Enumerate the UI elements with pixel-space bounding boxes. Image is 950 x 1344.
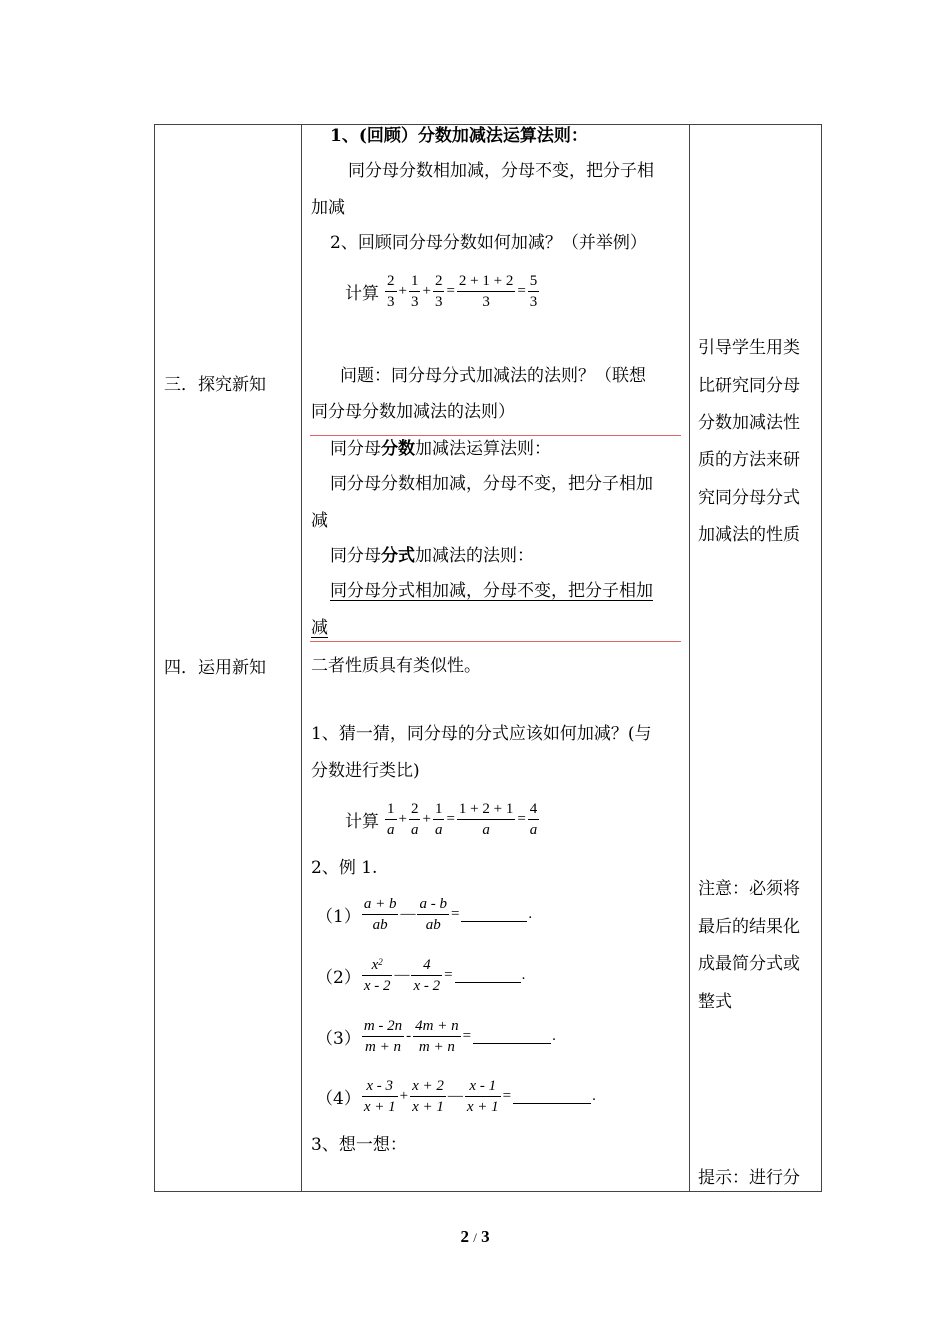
fraction: $\frac{1}{a}$ — [387, 801, 395, 838]
problem-label: （3） — [316, 1029, 361, 1049]
fraction: $\frac{4}{x - 2}$ — [413, 957, 441, 994]
fraction: $\frac{4}{a}$ — [529, 801, 538, 838]
review-heading: 1、(回顾）分数加减法运算法则： — [330, 126, 588, 146]
note-guide-line1: 引导学生用类 — [698, 338, 800, 358]
question-line2: 同分母分数加减法的法则） — [311, 402, 515, 422]
fraction: $\frac{2}{a}$ — [410, 801, 419, 838]
section-title-apply: 四．运用新知 — [164, 658, 266, 678]
guess-line1: 1、猜一猜，同分母的分式应该如何加减？(与 — [311, 724, 652, 744]
note-attention-line3: 成最简分式或 — [698, 954, 800, 974]
note-guide-line3: 分数加减法性 — [698, 413, 800, 433]
fraction: $\frac{2 + 1 + 2}{3}$ — [458, 273, 514, 310]
fraction-rule-heading: 同分母分数加减法运算法则： — [330, 439, 551, 459]
fraction: $\frac{4m + n}{m + n}$ — [415, 1018, 459, 1055]
fraction: $\frac{1 + 2 + 1}{a}$ — [458, 801, 514, 838]
fraction: $\frac{x - 3}{x + 1}$ — [363, 1078, 396, 1115]
fraction: $\frac{2}{3}$ — [387, 273, 395, 310]
fraction-rule-line1: 同分母分数相加减，分母不变，把分子相 — [348, 161, 654, 181]
note-attention-line4: 整式 — [698, 992, 732, 1012]
problem-label: （1） — [316, 907, 361, 927]
fraction-rule-line2: 加减 — [311, 198, 345, 218]
fraction: $\frac{x - 1}{x + 1}$ — [466, 1078, 499, 1115]
algebraic-rule-text1: 同分母分式相加减，分母不变，把分子相加 — [330, 581, 653, 601]
think-heading: 3、想一想： — [311, 1135, 407, 1155]
fraction: $\frac{x^2}{x - 2}$ — [363, 957, 391, 994]
fraction-example-equation: 计算 $\frac{2}{3}$ + $\frac{1}{3}$ + $\frac{2}{3}$ = $\frac{2 + 1 + 2}{3}$ = $\frac{5}{3}$ — [345, 273, 538, 310]
answer-blank[interactable] — [473, 1029, 551, 1044]
fraction: $\frac{x + 2}{x + 1}$ — [412, 1078, 444, 1115]
answer-blank[interactable] — [455, 968, 521, 983]
note-guide-line2: 比研究同分母 — [698, 376, 800, 396]
fraction: $\frac{a - b}{ab}$ — [419, 896, 447, 933]
calc-label: 计算 — [345, 284, 379, 304]
algebraic-rule-text2: 减 — [311, 618, 328, 638]
note-attention-line1: 注意：必须将 — [698, 879, 800, 899]
question-line1: 问题：同分母分式加减法的法则？（联想 — [340, 366, 646, 386]
column-divider-2 — [689, 125, 690, 1191]
algebraic-example-equation: 计算 $\frac{1}{a}$ + $\frac{2}{a}$ + $\frac{1}{a}$ = $\frac{1 + 2 + 1}{a}$ = $\frac{4}{a}$ — [345, 801, 538, 838]
page-number: 2 / 3 — [460, 1227, 490, 1246]
problem-3: （3） $\frac{m - 2n}{m + n}$ - $\frac{4m + n}{m + n}$ = . — [316, 1018, 556, 1055]
fraction-rule-text2: 减 — [311, 511, 328, 531]
fraction: $\frac{m - 2n}{m + n}$ — [363, 1018, 403, 1055]
answer-blank[interactable] — [461, 907, 527, 922]
section-title-explore: 三．探究新知 — [164, 375, 266, 395]
fraction-rule-text1: 同分母分数相加减，分母不变，把分子相加 — [330, 474, 653, 494]
fraction: $\frac{2}{3}$ — [434, 273, 443, 310]
note-guide-line6: 加减法的性质 — [698, 525, 800, 545]
guess-line2: 分数进行类比) — [311, 761, 420, 781]
review-question: 2、回顾同分母分数如何加减？（并举例） — [330, 233, 647, 253]
column-divider-1 — [301, 125, 302, 1191]
fraction: $\frac{1}{a}$ — [434, 801, 443, 838]
problem-label: （2） — [316, 968, 361, 988]
similarity-note: 二者性质具有类似性。 — [311, 656, 481, 676]
note-guide-line4: 质的方法来研 — [698, 450, 800, 470]
problem-1: （1） $\frac{a + b}{ab}$ — $\frac{a - b}{ab}$ = . — [316, 896, 533, 933]
fraction: $\frac{a + b}{ab}$ — [363, 896, 397, 933]
red-divider-bottom — [310, 641, 681, 642]
example-heading: 2、例 1. — [311, 858, 378, 878]
fraction: $\frac{1}{3}$ — [410, 273, 419, 310]
note-guide-line5: 究同分母分式 — [698, 488, 800, 508]
answer-blank[interactable] — [513, 1089, 591, 1104]
algebraic-rule-heading: 同分母分式加减法的法则： — [330, 546, 534, 566]
calc-label: 计算 — [345, 812, 379, 832]
fraction: $\frac{5}{3}$ — [529, 273, 538, 310]
note-hint: 提示：进行分 — [698, 1168, 800, 1188]
problem-label: （4） — [316, 1089, 361, 1109]
note-attention-line2: 最后的结果化 — [698, 917, 800, 937]
problem-2: （2） $\frac{x^2}{x - 2}$ — $\frac{4}{x - 2}$ = . — [316, 957, 526, 994]
problem-4: （4） $\frac{x - 3}{x + 1}$ + $\frac{x + 2}{x + 1}$ — $\frac{x - 1}{x + 1}$ = . — [316, 1078, 596, 1115]
